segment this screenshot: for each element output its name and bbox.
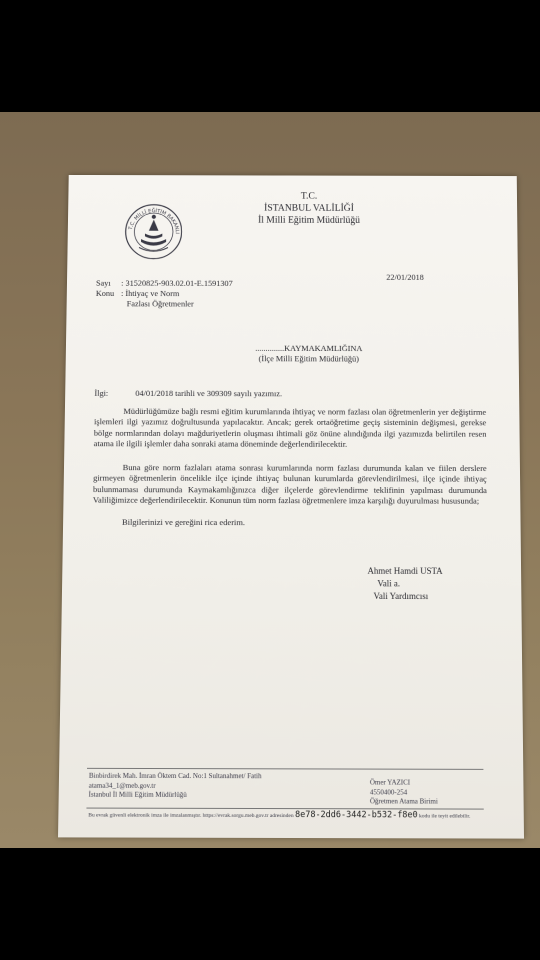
footer-contact-phone: 4550400-254 [369, 787, 408, 796]
body-paragraph-2: Buna göre norm fazlaları atama sonrası kurumlarında norm fazlası durumunda kalan ve fiilen derslere girmeyen öğretmenlerin öncelikle ilçe içinde ihtiyaç bulunan kurumlarda görevlendirilmesi, ilçe içinde ihtiyaç bulunmaması durumunda Kaymakamlığınızca diğer ilçelerde görevlendirme teklifinin yapılması durumunda Valiliğimizce değerlendirilecektir. Konunun tüm norm fazlası öğretmenlere imza karşılığı duyurulması hususunda; [92, 462, 487, 506]
footer-rule-top [87, 768, 483, 770]
footer-contact-unit: Öğretmen Atama Birimi [369, 797, 438, 806]
verify-code: 8e78-2dd6-3442-b532-f8e0 [295, 810, 418, 821]
letter-header [213, 190, 406, 227]
ilgi-text: 04/01/2018 tarihli ve 309309 sayılı yazımız. [135, 388, 283, 399]
footer-contact [370, 778, 480, 807]
footer-rule-bottom [86, 808, 483, 810]
konu-value-2: Fazlası Öğretmenler [126, 298, 194, 309]
letter-date: 22/01/2018 [386, 272, 424, 282]
verify-suffix: kodu ile teyit edilebilir. [419, 813, 471, 820]
konu-label: Konu [95, 288, 115, 298]
signature-block [367, 565, 485, 603]
body-paragraph-1: Müdürlüğümüze bağlı resmi eğitim kurumlarında ihtiyaç ve norm fazlası olan öğretmenlerin yer değiştirme işlemleri ilgi yazımız doğrultusunda yapılacaktır. Ancak; gerek ortaöğretime geçiş sisteminin değişmesi, gerekse bölge normlarından dolayı mağduriyetlerin oluşması ihtimali göz önüne alındığında ilgi yazımızda belirtilen resen atama ile ilgili işlemler daha sonraki atama döneminde değerlendirilecektir. [93, 406, 487, 449]
ilgi-label: İlgi: [94, 388, 109, 398]
header-valilik: İSTANBUL VALİLİĞİ [264, 203, 354, 214]
addressee [212, 343, 406, 364]
footer-address-line1: Binbirdirek Mah. İmran Öktem Cad. No:1 Sultanahmet/ Fatih [88, 771, 262, 781]
signer-title-2: Vali Yardımcısı [373, 591, 429, 602]
signer-name: Ahmet Hamdi USTA [367, 565, 443, 576]
sayi-value: : 31520825-903.02.01-E.1591307 [121, 278, 233, 288]
footer-address [89, 772, 328, 801]
signer-title-1: Vali a. [377, 578, 401, 589]
addressee-line2: (İlçe Milli Eğitim Müdürlüğü) [258, 353, 359, 364]
ministry-seal-logo [123, 203, 183, 261]
header-tc: T.C. [300, 191, 318, 202]
footer-verification [88, 811, 508, 823]
header-directorate: İl Milli Eğitim Müdürlüğü [257, 215, 361, 226]
body-paragraph-3: Bilgilerinizi ve gereğini rica ederim. [121, 517, 246, 528]
footer-address-line2: atama34_1@meb.gov.tr [88, 781, 156, 790]
verify-text: Bu evrak güvenli elektronik imza ile imzalanmıştır. https://evrak.sorgu.meb.gov.tr adresinden [88, 812, 294, 820]
official-letter [58, 175, 524, 839]
konu-value-1: : İhtiyaç ve Norm [120, 288, 180, 298]
footer-contact-name: Ömer YAZICI [369, 778, 411, 787]
sayi-label: Sayı [95, 278, 111, 288]
footer-address-line3: İstanbul İl Milli Eğitim Müdürlüğü [88, 790, 187, 799]
svg-text:T.C. MİLLÎ EĞİTİM BAKANLIĞI: T.C. MİLLÎ EĞİTİM BAKANLIĞI [127, 208, 180, 234]
addressee-line1: ..............KAYMAKAMLIĞINA [255, 343, 363, 353]
